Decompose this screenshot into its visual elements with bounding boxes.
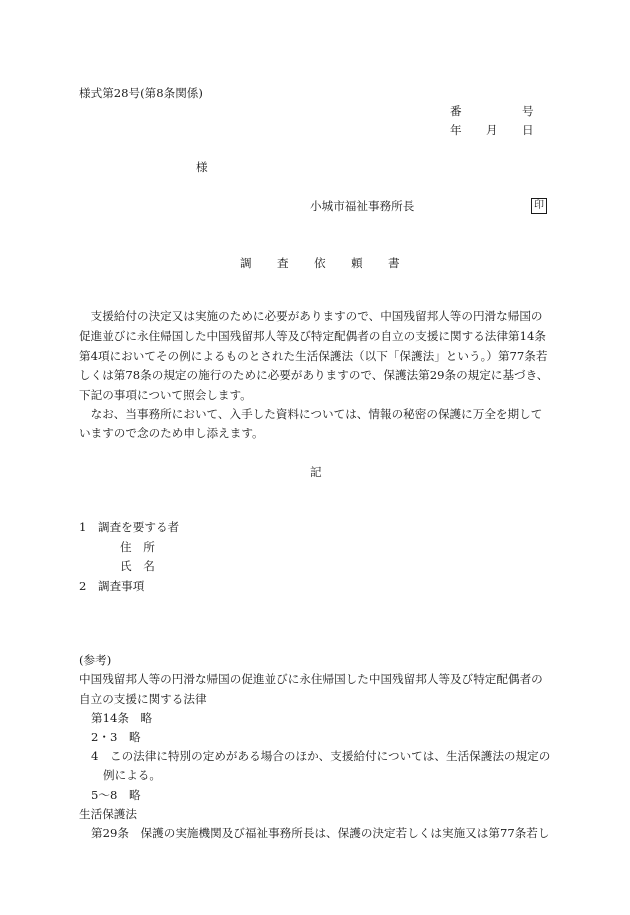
body-line: しくは第78条の規定の施行のために必要がありますので、保護法第29条の規定に基づき、 [79,368,549,382]
body-line: なお、当事務所において、入手した資料については、情報の秘密の保護に万全を期して [79,407,543,421]
date-month: 月 [486,123,498,137]
reference-article-29: 第29条 保護の実施機関及び福祉事務所長は、保護の決定若しくは実施又は第77条若し [91,826,550,840]
ref-ban: 番 [450,104,462,118]
ki-heading: 記 [310,465,322,479]
sender-name: 小城市福祉事務所長 [310,199,415,213]
body-line: 支援給付の決定又は実施のために必要がありますので、中国残留邦人等の円滑な帰国の [79,309,543,323]
reference-law-title: 自立の支援に関する法律 [79,692,207,706]
title-char: 調 [240,256,252,270]
date-day: 日 [522,123,534,137]
reference-law-2-title: 生活保護法 [79,807,137,821]
item-2: 2 調査事項 [79,579,145,593]
reference-law-title: 中国残留邦人等の円滑な帰国の促進並びに永住帰国した中国残留邦人等及び特定配偶者の [79,672,543,686]
reference-para-4: 例による。 [103,768,161,782]
title-char: 査 [277,256,289,270]
body-line: 下記の事項について照会します。 [79,388,252,402]
title-char: 依 [314,256,326,270]
body-line: いますので念のため申し添えます。 [79,426,264,440]
addressee-honorific: 様 [196,160,208,174]
reference-para-4: 4 この法律に特別の定めがある場合のほか、支援給付については、生活保護法の規定の [91,749,551,763]
reference-para-5-8: 5〜8 略 [91,788,141,802]
item-1: 1 調査を要する者 [79,520,180,534]
reference-header: (参考) [79,653,112,667]
ref-go: 号 [522,104,534,118]
item-address-label: 住 所 [120,540,155,554]
body-line: 促進並びに永住帰国した中国残留邦人等及び特定配偶者の自立の支援に関する法律第14条 [79,329,546,343]
reference-para-2-3: 2・3 略 [91,730,141,744]
seal-stamp: 印 [531,198,547,214]
item-name-label: 氏 名 [120,559,155,573]
body-line: 第4項においてその例によるものとされた生活保護法（以下「保護法」という。）第77条若 [79,349,548,363]
reference-article-14: 第14条 略 [91,711,153,725]
form-label: 様式第28号(第8条関係) [79,86,203,100]
title-char: 書 [388,256,400,270]
title-char: 頼 [351,256,363,270]
date-year: 年 [450,123,462,137]
